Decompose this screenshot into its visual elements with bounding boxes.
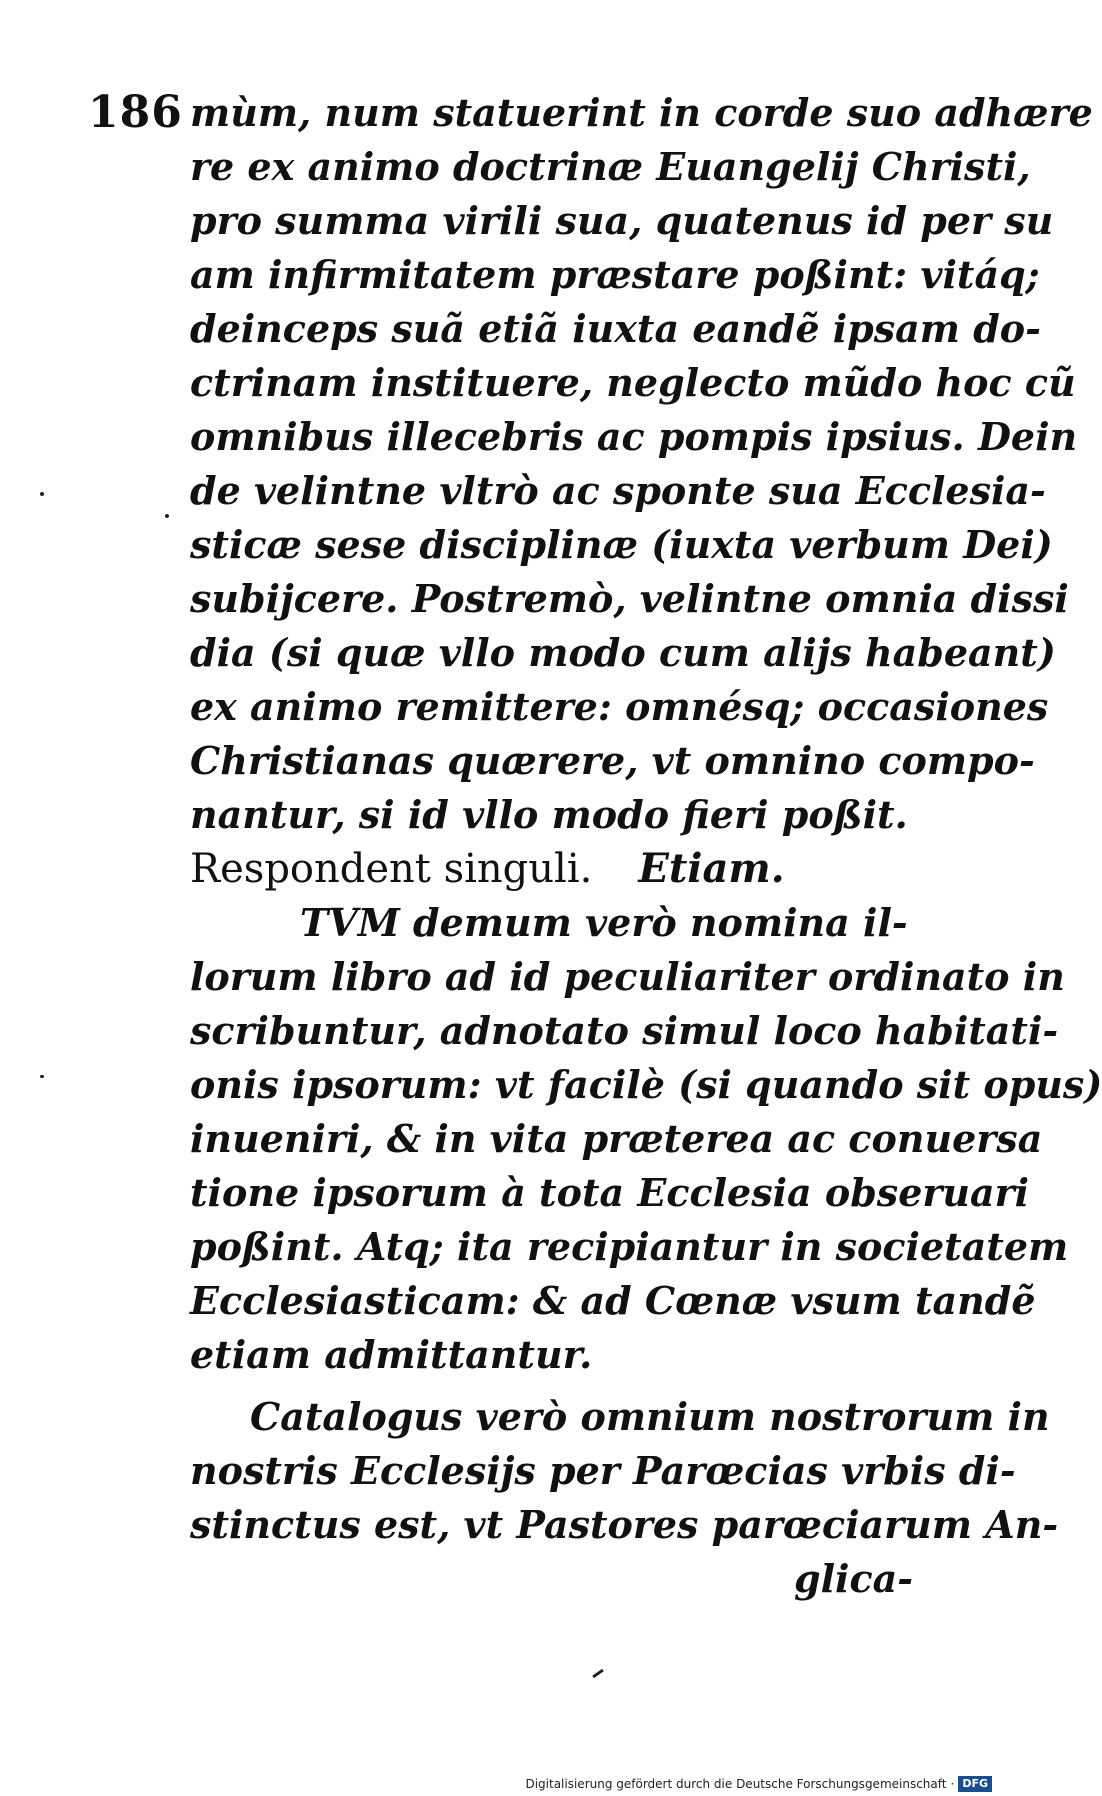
page-number: 186 <box>88 87 183 138</box>
response-label: Respondent singuli. <box>190 846 593 892</box>
text-line: stinctus est, vt Pastores parœciarum An- <box>190 1502 1059 1547</box>
page-text <box>190 86 1102 1606</box>
text-line: subijcere. Postremò, velintne omnia dissi <box>190 576 1069 621</box>
text-line: mùm, num statuerint in corde suo adhære <box>190 90 1093 135</box>
footer-separator: · <box>950 1777 955 1791</box>
ink-speck <box>165 514 169 518</box>
text-line: deinceps suã etiã iuxta eandẽ ipsam do- <box>190 306 1041 351</box>
footer-credit: Digitalisierung gefördert durch die Deutsche Forschungsgemeinschaft <box>525 1777 947 1791</box>
ink-mark <box>592 1669 604 1678</box>
text-line: onis ipsorum: vt facilè (si quando sit opus) <box>190 1062 1102 1107</box>
text-line: poßint. Atq; ita recipiantur in societatem <box>190 1224 1069 1269</box>
text-line: inueniri, & in vita præterea ac conuersa <box>190 1116 1043 1161</box>
text-line: pro summa virili sua, quatenus id per su <box>190 198 1054 243</box>
text-line: nantur, si id vllo modo fieri poßit. <box>190 792 908 837</box>
text-line: lorum libro ad id peculiariter ordinato in <box>190 954 1065 999</box>
text-line: ctrinam instituere, neglecto mũdo hoc cũ <box>190 360 1076 405</box>
text-line: de velintne vltrò ac sponte sua Ecclesia- <box>190 468 1046 513</box>
text-line: scribuntur, adnotato simul loco habitati- <box>190 1008 1059 1053</box>
response-line <box>190 842 925 896</box>
text-line: etiam admittantur. <box>190 1332 593 1377</box>
text-line: Ecclesiasticam: & ad Cœnæ vsum tandẽ <box>190 1278 1036 1323</box>
text-line: Catalogus verò omnium nostrorum in <box>250 1394 1050 1439</box>
text-line: sticæ sese disciplinæ (iuxta verbum Dei) <box>190 522 1053 567</box>
text-line: dia (si quæ vllo modo cum alijs habeant) <box>190 630 1056 675</box>
text-line: tione ipsorum à tota Ecclesia obseruari <box>190 1170 1030 1215</box>
response-answer: Etiam. <box>638 845 785 892</box>
text-line: omnibus illecebris ac pompis ipsius. Dein <box>190 414 1078 459</box>
catchword: glica- <box>794 1556 913 1601</box>
digitization-footer <box>525 1776 992 1792</box>
text-line: TVM demum verò nomina il- <box>300 900 908 945</box>
text-line: ex animo remittere: omnésq; occasiones <box>190 684 1049 729</box>
ink-speck <box>40 1075 44 1078</box>
text-line: am infirmitatem præstare poßint: vitáq; <box>190 252 1040 297</box>
text-line: nostris Ecclesijs per Parœcias vrbis di- <box>190 1448 1016 1493</box>
dfg-logo: DFG <box>958 1776 992 1792</box>
text-line: re ex animo doctrinæ Euangelij Christi, <box>190 144 1031 189</box>
text-line: Christianas quærere, vt omnino compo- <box>190 738 1035 783</box>
ink-speck <box>40 492 44 496</box>
